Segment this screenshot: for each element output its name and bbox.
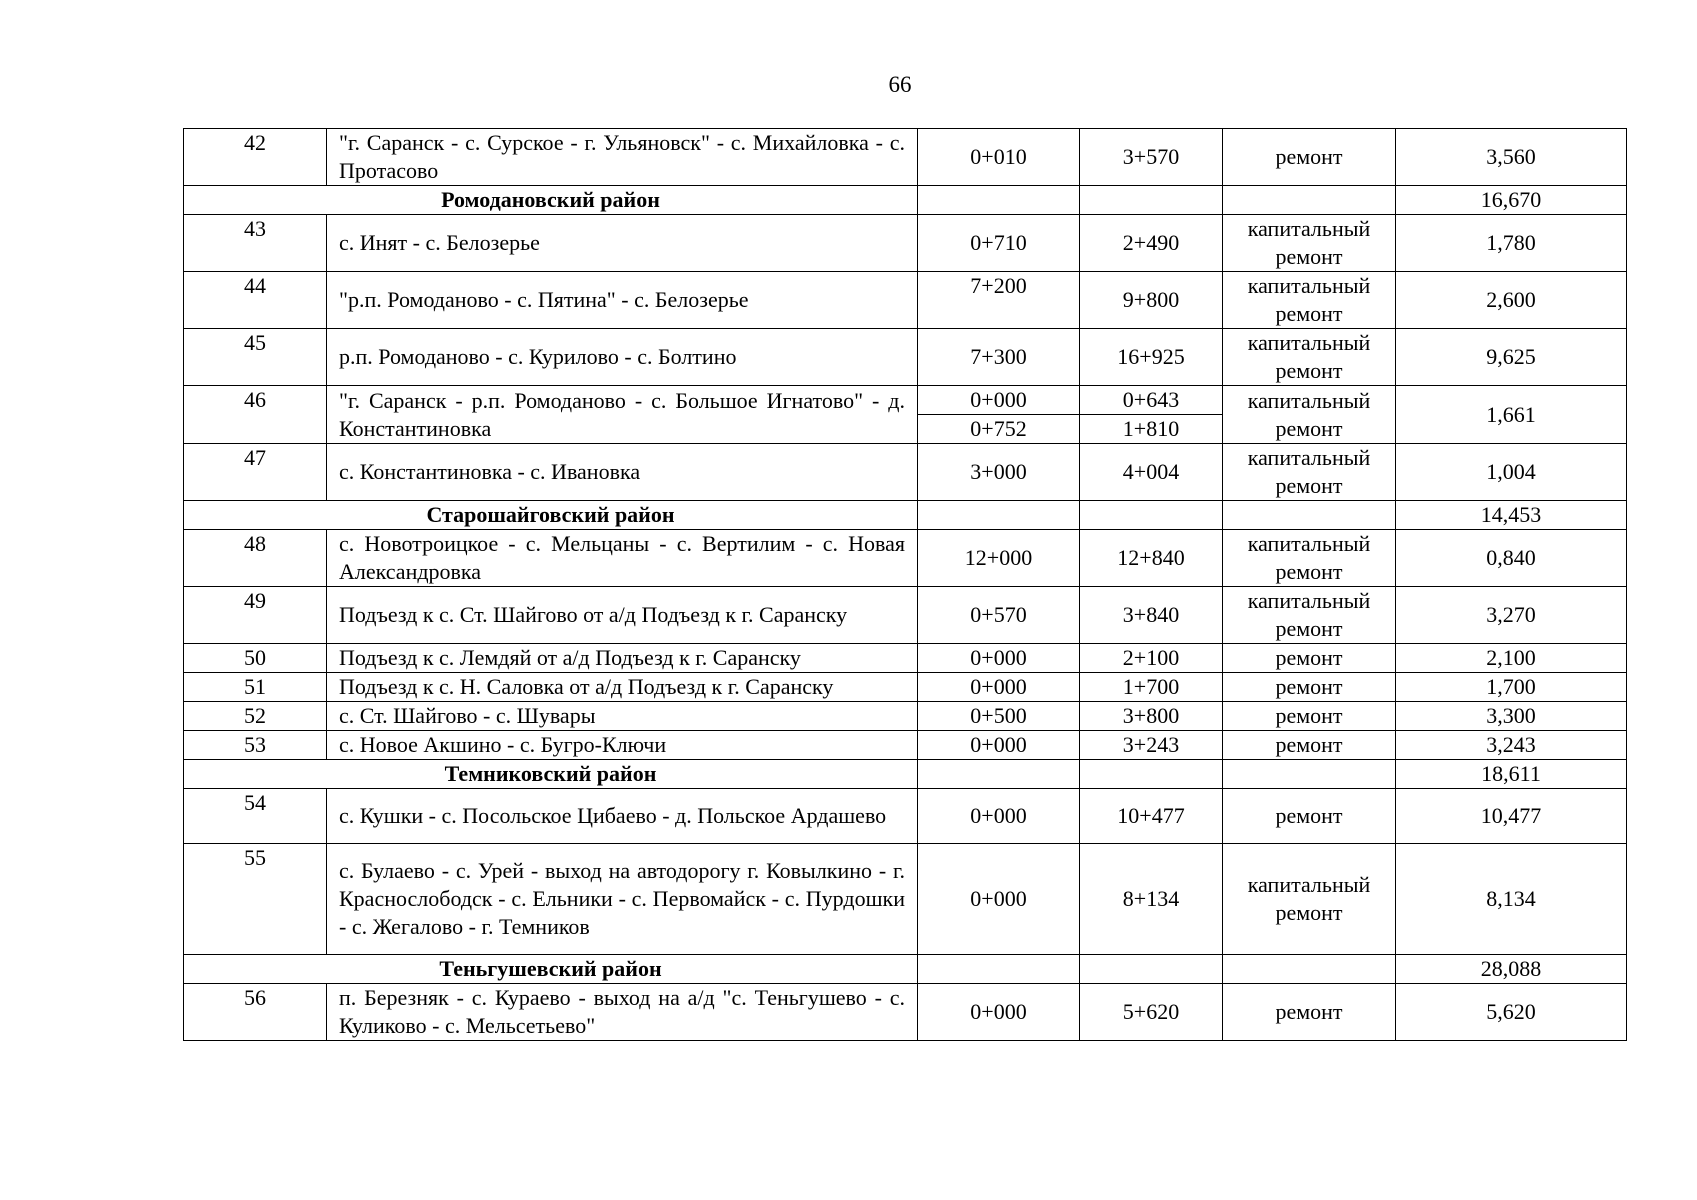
table-row — [184, 644, 1627, 673]
table-row — [184, 731, 1627, 760]
work-type: ремонт — [1223, 984, 1396, 1041]
start-km: 0+500 — [918, 702, 1080, 731]
district-total: 14,453 — [1396, 501, 1627, 530]
table-row — [184, 215, 1627, 272]
length-km: 3,560 — [1396, 129, 1627, 186]
end-km: 16+925 — [1080, 329, 1223, 386]
district-row — [184, 760, 1627, 789]
work-type: капитальный ремонт — [1223, 215, 1396, 272]
district-name: Старошайговский район — [184, 501, 918, 530]
row-number: 43 — [184, 215, 327, 272]
end-km: 9+800 — [1080, 272, 1223, 329]
road-name: п. Березняк - с. Кураево - выход на а/д "с. Теньгушево - с. Куликово - с. Мельсетьево" — [327, 984, 918, 1041]
end-km: 3+570 — [1080, 129, 1223, 186]
district-total: 16,670 — [1396, 186, 1627, 215]
work-type: ремонт — [1223, 129, 1396, 186]
road-name: с. Ст. Шайгово - с. Шувары — [327, 702, 918, 731]
start-km: 0+000 — [918, 644, 1080, 673]
district-total: 18,611 — [1396, 760, 1627, 789]
start-km: 7+300 — [918, 329, 1080, 386]
length-km: 2,600 — [1396, 272, 1627, 329]
row-number: 54 — [184, 789, 327, 844]
table-row — [184, 844, 1627, 955]
end-km: 3+800 — [1080, 702, 1223, 731]
length-km: 0,840 — [1396, 530, 1627, 587]
work-type: ремонт — [1223, 789, 1396, 844]
start-km: 0+000 — [918, 386, 1080, 415]
row-number: 50 — [184, 644, 327, 673]
length-km: 1,004 — [1396, 444, 1627, 501]
end-km: 8+134 — [1080, 844, 1223, 955]
row-number: 55 — [184, 844, 327, 955]
work-type: капитальный ремонт — [1223, 844, 1396, 955]
table-row — [184, 129, 1627, 186]
end-km: 10+477 — [1080, 789, 1223, 844]
length-km: 1,661 — [1396, 386, 1627, 444]
end-km: 12+840 — [1080, 530, 1223, 587]
row-number: 44 — [184, 272, 327, 329]
start-km: 0+710 — [918, 215, 1080, 272]
work-type: капитальный ремонт — [1223, 444, 1396, 501]
length-km: 3,270 — [1396, 587, 1627, 644]
length-km: 3,243 — [1396, 731, 1627, 760]
length-km: 1,700 — [1396, 673, 1627, 702]
road-name: с. Новотроицкое - с. Мельцаны - с. Вертилим - с. Новая Александровка — [327, 530, 918, 587]
table-row — [184, 984, 1627, 1041]
length-km: 3,300 — [1396, 702, 1627, 731]
row-number: 49 — [184, 587, 327, 644]
end-km: 3+840 — [1080, 587, 1223, 644]
start-km: 0+000 — [918, 731, 1080, 760]
end-km: 5+620 — [1080, 984, 1223, 1041]
end-km: 2+100 — [1080, 644, 1223, 673]
row-number: 51 — [184, 673, 327, 702]
start-km: 0+000 — [918, 984, 1080, 1041]
start-km: 0+000 — [918, 673, 1080, 702]
length-km: 5,620 — [1396, 984, 1627, 1041]
row-number: 52 — [184, 702, 327, 731]
road-name: Подъезд к с. Н. Саловка от а/д Подъезд к г. Саранску — [327, 673, 918, 702]
row-number: 45 — [184, 329, 327, 386]
work-type: капитальный ремонт — [1223, 587, 1396, 644]
row-number: 46 — [184, 386, 327, 444]
length-km: 1,780 — [1396, 215, 1627, 272]
table-row — [184, 587, 1627, 644]
work-type: ремонт — [1223, 731, 1396, 760]
start-km: 0+010 — [918, 129, 1080, 186]
work-type: капитальный ремонт — [1223, 530, 1396, 587]
table-row — [184, 272, 1627, 329]
road-name: "г. Саранск - с. Сурское - г. Ульяновск" - с. Михайловка - с. Протасово — [327, 129, 918, 186]
table-row — [184, 789, 1627, 844]
road-name: с. Константиновка - с. Ивановка — [327, 444, 918, 501]
district-total: 28,088 — [1396, 955, 1627, 984]
start-km: 0+570 — [918, 587, 1080, 644]
work-type: капитальный ремонт — [1223, 272, 1396, 329]
table-row — [184, 673, 1627, 702]
road-name: с. Новое Акшино - с. Бугро-Ключи — [327, 731, 918, 760]
district-name: Ромодановский район — [184, 186, 918, 215]
work-type: ремонт — [1223, 673, 1396, 702]
end-km: 2+490 — [1080, 215, 1223, 272]
road-repair-table — [183, 128, 1627, 1041]
start-km: 0+000 — [918, 789, 1080, 844]
start-km: 12+000 — [918, 530, 1080, 587]
work-type: капитальный ремонт — [1223, 386, 1396, 444]
road-name: Подъезд к с. Ст. Шайгово от а/д Подъезд к г. Саранску — [327, 587, 918, 644]
work-type: капитальный ремонт — [1223, 329, 1396, 386]
road-name: "р.п. Ромоданово - с. Пятина" - с. Белозерье — [327, 272, 918, 329]
length-km: 10,477 — [1396, 789, 1627, 844]
district-row — [184, 955, 1627, 984]
row-number: 42 — [184, 129, 327, 186]
start-km: 3+000 — [918, 444, 1080, 501]
road-name: "г. Саранск - р.п. Ромоданово - с. Большое Игнатово" - д. Константиновка — [327, 386, 918, 444]
row-number: 48 — [184, 530, 327, 587]
row-number: 56 — [184, 984, 327, 1041]
start-km: 0+752 — [918, 415, 1080, 444]
district-name: Теньгушевский район — [184, 955, 918, 984]
table-row — [184, 702, 1627, 731]
road-name: Подъезд к с. Лемдяй от а/д Подъезд к г. Саранску — [327, 644, 918, 673]
work-type: ремонт — [1223, 644, 1396, 673]
work-type: ремонт — [1223, 702, 1396, 731]
district-row — [184, 501, 1627, 530]
road-name: с. Булаево - с. Урей - выход на автодорогу г. Ковылкино - г. Краснослободск - с. Ельники - с. Первомайск - с. Пурдошки - с. Жегалово - г. Темников — [327, 844, 918, 955]
road-name: с. Кушки - с. Посольское Цибаево - д. Польское Ардашево — [327, 789, 918, 844]
end-km: 1+700 — [1080, 673, 1223, 702]
row-number: 53 — [184, 731, 327, 760]
table-row — [184, 444, 1627, 501]
table-row — [184, 530, 1627, 587]
table-row — [184, 329, 1627, 386]
end-km: 4+004 — [1080, 444, 1223, 501]
length-km: 2,100 — [1396, 644, 1627, 673]
page-number: 66 — [888, 72, 912, 97]
length-km: 9,625 — [1396, 329, 1627, 386]
start-km: 7+200 — [918, 272, 1080, 329]
road-name: р.п. Ромоданово - с. Курилово - с. Болтино — [327, 329, 918, 386]
table-row — [184, 386, 1627, 415]
start-km: 0+000 — [918, 844, 1080, 955]
district-row — [184, 186, 1627, 215]
road-name: с. Инят - с. Белозерье — [327, 215, 918, 272]
district-name: Темниковский район — [184, 760, 918, 789]
end-km: 3+243 — [1080, 731, 1223, 760]
length-km: 8,134 — [1396, 844, 1627, 955]
end-km: 0+643 — [1080, 386, 1223, 415]
row-number: 47 — [184, 444, 327, 501]
end-km: 1+810 — [1080, 415, 1223, 444]
